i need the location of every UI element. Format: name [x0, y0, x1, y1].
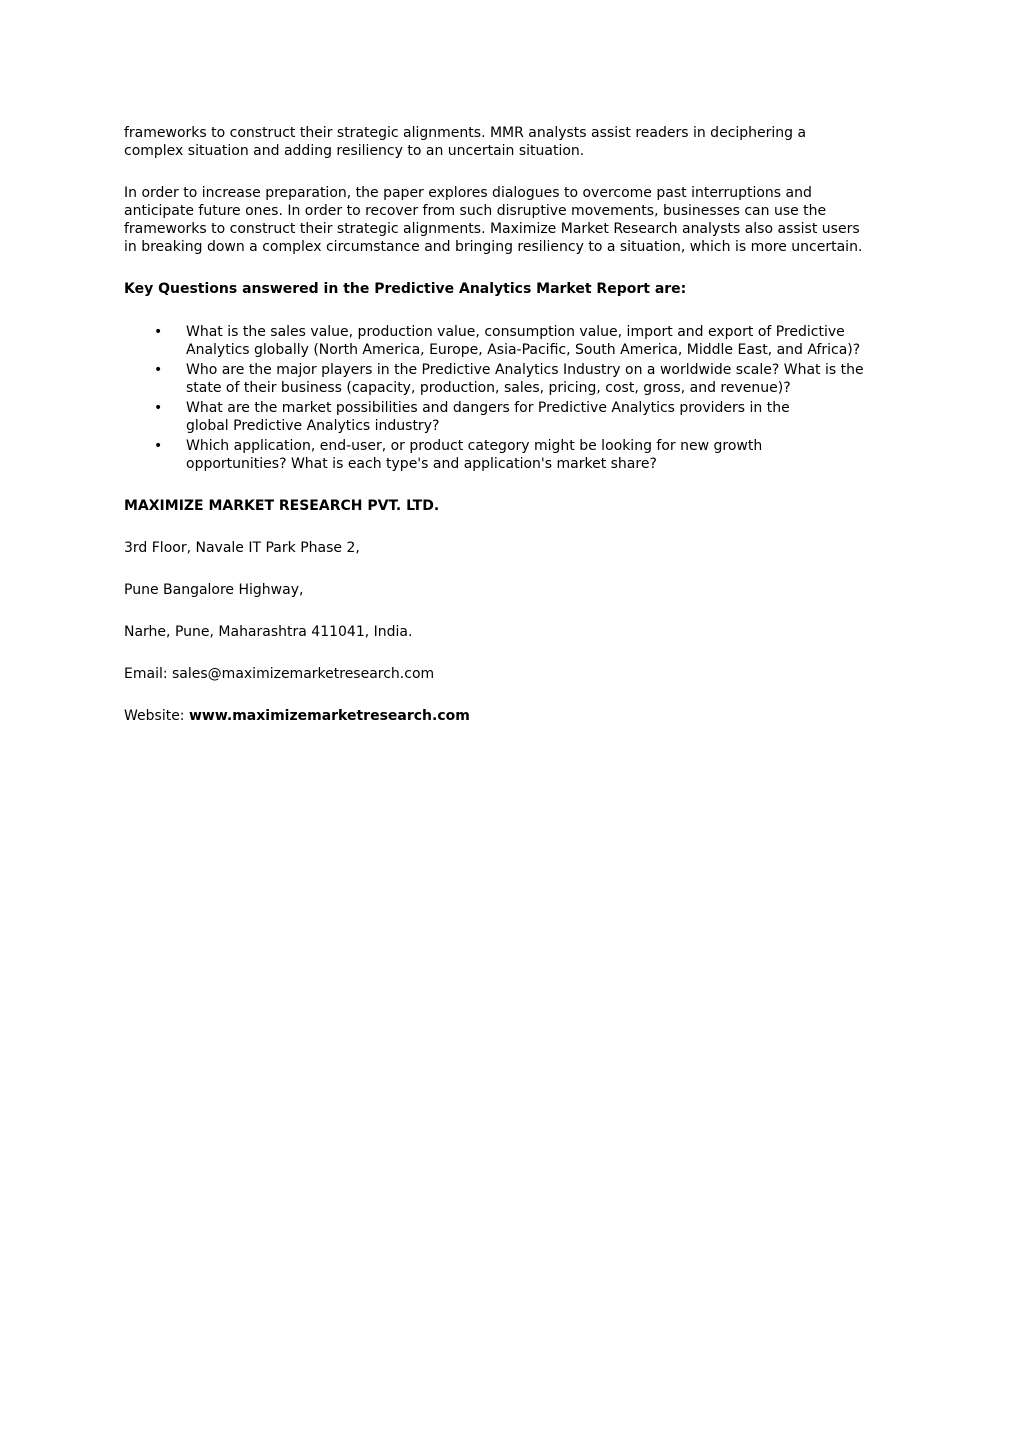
intro-paragraph-2-line-1: In order to increase preparation, the paper explores dialogues to overcome past interruptions and: [124, 185, 812, 201]
key-questions-heading: Key Questions answered in the Predictive Analytics Market Report are:: [124, 281, 687, 297]
intro-paragraph-2-line-3: frameworks to construct their strategic alignments. Maximize Market Research analysts also assist users: [124, 221, 860, 237]
website-link[interactable]: www.maximizemarketresearch.com: [188, 708, 470, 724]
website-label: Website:: [124, 708, 189, 724]
key-questions-list: [124, 323, 914, 473]
question-4-line-2: opportunities? What is each type's and application's market share?: [186, 456, 657, 472]
list-item: [124, 361, 914, 397]
question-2-line-1: Who are the major players in the Predictive Analytics Industry on a worldwide scale? What is the: [186, 362, 864, 378]
question-1-line-2: Analytics globally (North America, Europe, Asia-Pacific, South America, Middle East, and Africa)?: [186, 342, 861, 358]
bullet-icon: •: [154, 400, 163, 416]
intro-paragraph-1-line-2: complex situation and adding resiliency to an uncertain situation.: [124, 143, 585, 159]
intro-paragraph-1: [124, 124, 914, 160]
question-1-line-1: What is the sales value, production value, consumption value, import and export of Predictive: [186, 324, 845, 340]
intro-paragraph-2: [124, 184, 914, 256]
question-3-line-2: global Predictive Analytics industry?: [186, 418, 440, 434]
address-line-2: Pune Bangalore Highway,: [124, 582, 304, 598]
intro-paragraph-1-line-1: frameworks to construct their strategic alignments. MMR analysts assist readers in deciphering a: [124, 125, 807, 141]
question-3-line-1: What are the market possibilities and dangers for Predictive Analytics providers in the: [186, 400, 790, 416]
address-line-1: 3rd Floor, Navale IT Park Phase 2,: [124, 540, 360, 556]
document-page: [124, 124, 914, 749]
email-line: Email: sales@maximizemarketresearch.com: [124, 666, 435, 682]
intro-paragraph-2-line-4: in breaking down a complex circumstance and bringing resiliency to a situation, which is more uncertain.: [124, 239, 863, 255]
list-item: [124, 323, 914, 359]
bullet-icon: •: [154, 438, 163, 454]
company-name: MAXIMIZE MARKET RESEARCH PVT. LTD.: [124, 498, 440, 514]
question-2-line-2: state of their business (capacity, production, sales, pricing, cost, gross, and revenue)?: [186, 380, 791, 396]
address-line-3: Narhe, Pune, Maharashtra 411041, India.: [124, 624, 413, 640]
question-4-line-1: Which application, end-user, or product category might be looking for new growth: [186, 438, 763, 454]
bullet-icon: •: [154, 324, 163, 340]
list-item: [124, 437, 914, 473]
intro-paragraph-2-line-2: anticipate future ones. In order to recover from such disruptive movements, businesses can use the: [124, 203, 827, 219]
bullet-icon: •: [154, 362, 163, 378]
website-line: [124, 707, 914, 725]
list-item: [124, 399, 914, 435]
